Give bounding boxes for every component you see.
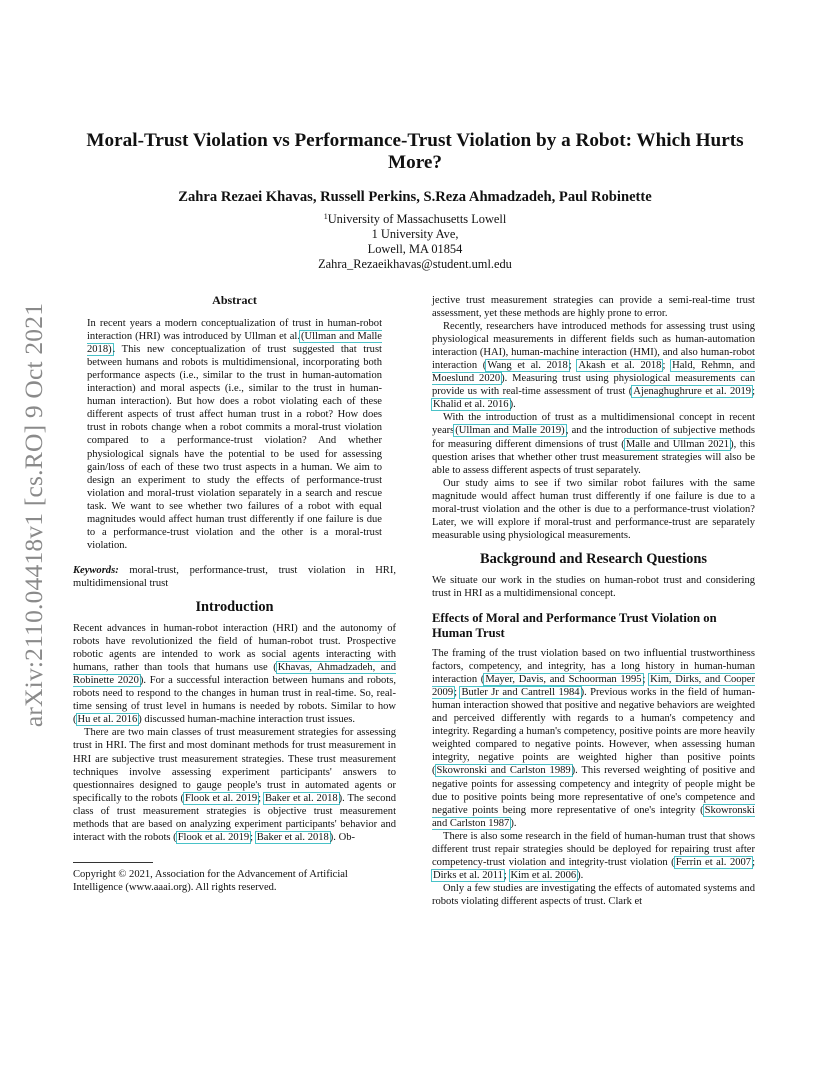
citation-link[interactable]: Flook et al. 2019 bbox=[185, 792, 258, 804]
title-line: More? bbox=[388, 152, 442, 173]
citation-link[interactable]: Kim et al. 2006 bbox=[510, 869, 577, 881]
citation-link[interactable]: (Ullman and Malle 2018) bbox=[87, 331, 382, 356]
left-column bbox=[73, 294, 396, 894]
citation-link[interactable]: Flook et al. 2019 bbox=[177, 831, 250, 843]
body-paragraph: There is also some research in the field of human-human trust that shows different trust repair strategies should be deployed for repairing trust after competency-trust violation and integrity-trust violation (Ferrin et al. 2007; Dirks et al. 2011; Kim et al. 2006). bbox=[432, 830, 755, 881]
affiliation-street: 1 University Ave, bbox=[371, 227, 459, 241]
citation-link[interactable]: Wang et al. 2018 bbox=[487, 360, 568, 372]
keywords-label: Keywords: bbox=[73, 564, 119, 576]
affiliation-city: Lowell, MA 01854 bbox=[367, 242, 463, 256]
citation-link[interactable]: Baker et al. 2018 bbox=[256, 831, 329, 843]
introduction-heading: Introduction bbox=[195, 598, 274, 615]
author-email: Zahra_Rezaeikhavas@student.uml.edu bbox=[318, 257, 512, 271]
body-paragraph: We situate our work in the studies on human-robot trust and considering trust in HRI as a multidimensional concept. bbox=[432, 574, 755, 599]
affiliation-marker: 1 bbox=[323, 212, 328, 221]
title-line: Moral-Trust Violation vs Performance-Trust Violation by a Robot: Which Hurts bbox=[86, 130, 744, 151]
citation-link[interactable]: Mayer, Davis, and Schoorman 1995 bbox=[485, 674, 642, 686]
affiliation-university: $^1$University of Massachusetts Lowell bbox=[323, 212, 507, 226]
intro-paragraph: Recent advances in human-robot interaction (HRI) and the autonomy of robots have revolutionized the field of human-robot trust. Prospective robotic agents are intended to work as social agents interacting with humans, rather than tools that humans use (Khavas, Ahmadzadeh, and Robinette 2020). For a successful interaction between humans and robots, robots need to respond to the changes in human trust in real-time. So, real-time sensing of trust level in humans is needed by robots. Similar to how (Hu et al. 2016) discussed human-machine interaction trust issues. bbox=[73, 623, 396, 726]
citation-link[interactable]: Ferrin et al. 2007 bbox=[675, 856, 752, 868]
subsection-heading: Effects of Moral and Performance Trust Violation on Human Trust bbox=[432, 611, 717, 641]
right-column bbox=[432, 294, 755, 908]
intro-paragraph: There are two main classes of trust measurement strategies for assessing trust in HRI. The first and most dominant methods for trust measurement in HRI are subjective trust measurement strategies. These trust measurement techniques involve assessing experiment participants' answers to questionnaires designed to gauge people's trust in automated agents or specifically to the robots (Flook et al. 2019; Baker et al. 2018). The second class of trust measurement strategies is objective trust measurement methods that are based on analyzing experiment participants' behavior and interact with the robots (Flook et al. 2019; Baker et al. 2018). Ob- bbox=[73, 727, 396, 843]
citation-link[interactable]: Baker et al. 2018 bbox=[264, 792, 338, 804]
abstract-text: In recent years a modern conceptualization of trust in human-robot interaction (HRI) was introduced by Ullman et al.(Ullman and Malle 2018). This new conceptualization of trust suggested that trust between humans and robots is multidimensional, incorporating both performance aspects (i.e., similar to the trust in human-automation interaction) and moral aspects (i.e., similar to the trust in human-human interaction). But how does a robot violating each of these different aspects of trust affect human trust in a robot? How does trust in robots change when a robot commits a moral-trust violation compared to a performance-trust violation? And whether physiological signals have the potential to be used for assessing gain/loss of each of these two trust aspects in a human. We aim to design an experiment to study the effects of performance-trust violation and moral-trust violation separately in a search and rescue task. We want to see whether two failures of a robot with equal magnitudes would affect human trust differently if one failure is due to a performance-trust violation and the other is a moral-trust violation. bbox=[87, 318, 382, 551]
citation-link[interactable]: Khalid et al. 2016 bbox=[433, 399, 509, 411]
citation-link[interactable]: Khavas, Ahmadzadeh, and Robinette 2020 bbox=[73, 662, 396, 687]
abstract-heading: Abstract bbox=[212, 293, 257, 307]
citation-link[interactable]: Hu et al. 2016 bbox=[77, 714, 138, 726]
body-paragraph: jective trust measurement strategies can provide a semi-real-time trust assessment, yet these methods are highly prone to error. bbox=[432, 295, 755, 320]
citation-link[interactable]: Dirks et al. 2011 bbox=[433, 869, 503, 881]
body-paragraph: With the introduction of trust as a multidimensional concept in recent years(Ullman and Malle 2019), and the introduction of subjective methods for measuring different dimensions of trust (Malle and Ullman 2021), this question arises that whether other trust measurement strategies will also be able to assess different aspects of trust separately. bbox=[432, 412, 756, 476]
body-paragraph: Only a few studies are investigating the effects of automated systems and robots violating different aspects of trust. Clark et bbox=[432, 882, 755, 907]
citation-link[interactable]: Hald, Rehmn, and Moeslund 2020 bbox=[432, 360, 756, 385]
paper-title bbox=[70, 130, 760, 174]
citation-link[interactable]: (Ullman and Malle 2019) bbox=[455, 425, 565, 437]
citation-link[interactable]: Butler Jr and Cantrell 1984 bbox=[461, 687, 580, 699]
body-paragraph: The framing of the trust violation based on two influential trustworthiness factors, competency, and integrity, has a long history in human-human interaction (Mayer, Davis, and Schoorman 1995; Kim, Dirks, and Cooper 2009; Butler Jr and Cantrell 1984). Previous works in the field of human-human interaction showed that positive and negative behaviors are weighted and perceived differently with regards to a human's competency and integrity. Regarding a human's competency, positive points are more heavily weighted compared to negative points. However, when assessing human integrity, negative points are weighted higher than positive points (Skowronski and Carlston 1989). This reversed weighting of positive and negative points for assessing competency and integrity of people might be due to positive points being more representative of one's competence and negative points being more representative of one's integrity (Skowronski and Carlston 1987). bbox=[432, 648, 755, 829]
citation-link[interactable]: Kim, Dirks, and Cooper 2009 bbox=[432, 674, 755, 699]
citation-link[interactable]: Skowronski and Carlston 1989 bbox=[436, 765, 571, 777]
citation-link[interactable]: Skowronski and Carlston 1987 bbox=[432, 804, 755, 829]
keywords: Keywords: moral-trust, performance-trust, trust violation in HRI, multidimensional trust bbox=[73, 564, 396, 589]
citation-link[interactable]: Akash et al. 2018 bbox=[578, 360, 662, 372]
author-list: Zahra Rezaei Khavas, Russell Perkins, S.Reza Ahmadzadeh, Paul Robinette bbox=[178, 189, 652, 205]
background-heading: Background and Research Questions bbox=[480, 550, 707, 567]
arxiv-stamp: arXiv:2110.04418v1 [cs.RO] 9 Oct 2021 bbox=[19, 302, 48, 728]
citation-link[interactable]: Malle and Ullman 2021 bbox=[625, 438, 730, 450]
copyright-notice: Copyright © 2021, Association for the Advancement of Artificial Intelligence (www.aaai.org). All rights reserved. bbox=[73, 868, 348, 893]
affiliation-block bbox=[70, 209, 760, 272]
citation-link[interactable]: Ajenaghughrure et al. 2019 bbox=[633, 386, 752, 398]
body-paragraph: Our study aims to see if two similar robot failures with the same magnitude would affect human trust differently if one failure is due to a moral-trust violation and the other is due to a performance-trust violation? Later, we will explore if moral-trust and performance-trust are separately measurable using physiological measurements. bbox=[432, 477, 755, 541]
body-paragraph: Recently, researchers have introduced methods for assessing trust using physiological measurements in different fields such as human-automation interaction (HAI), human-machine interaction (HMI), and also human-robot interaction (Wang et al. 2018; Akash et al. 2018; Hald, Rehmn, and Moeslund 2020). Measuring trust using physiological measurements can provide us with real-time assessment of trust (Ajenaghughrure et al. 2019; Khalid et al. 2016). bbox=[432, 321, 756, 411]
footnote-rule bbox=[73, 862, 153, 863]
